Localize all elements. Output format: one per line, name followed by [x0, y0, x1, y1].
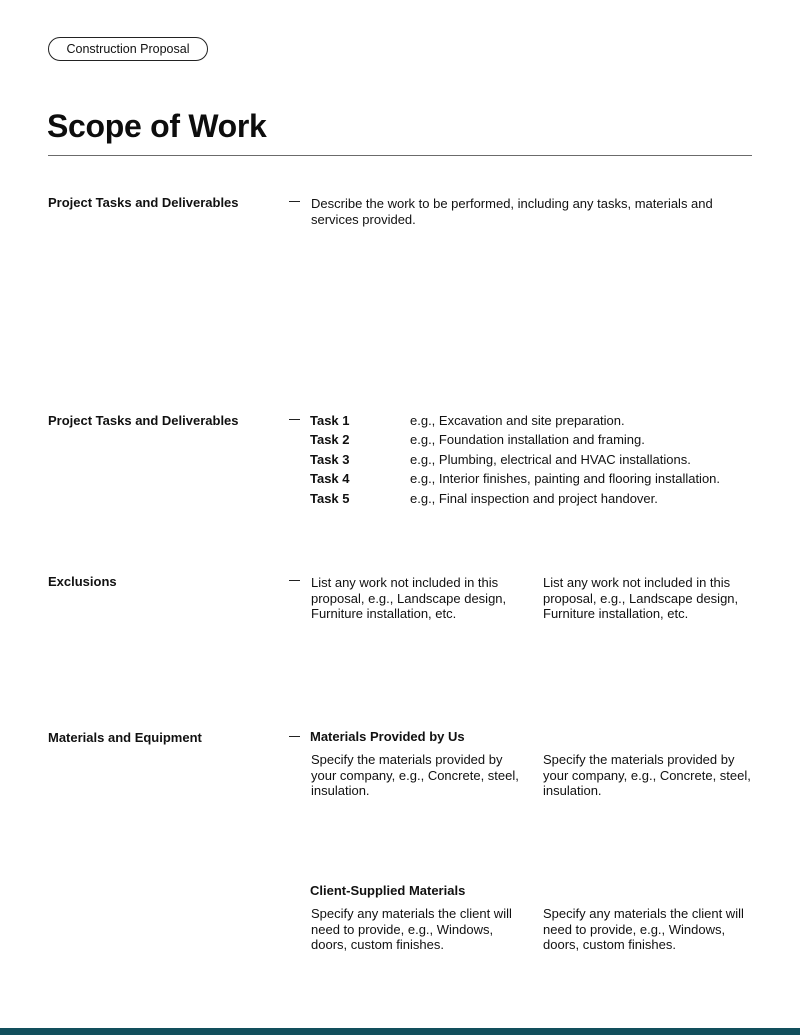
- task-name: Task 1: [310, 413, 350, 428]
- section-label-materials: Materials and Equipment: [48, 730, 202, 745]
- section-label-tasks: Project Tasks and Deliverables: [48, 413, 239, 428]
- task-description: e.g., Excavation and site preparation.: [410, 413, 625, 428]
- client-materials-heading: Client-Supplied Materials: [310, 883, 466, 898]
- section-dash: [289, 419, 300, 420]
- exclusions-text-col2: List any work not included in this proposal, e.g., Landscape design, Furniture installation, etc.: [543, 575, 739, 622]
- task-description: e.g., Interior finishes, painting and flooring installation.: [410, 471, 721, 486]
- client-materials-col1: Specify any materials the client will need to provide, e.g., Windows, doors, custom finishes.: [311, 906, 512, 953]
- section-dash: [289, 201, 300, 202]
- section-dash: [289, 580, 300, 581]
- task-name: Task 4: [310, 471, 350, 486]
- client-materials-col2: Specify any materials the client will need to provide, e.g., Windows, doors, custom finishes.: [543, 906, 744, 953]
- materials-provided-col2: Specify the materials provided by your company, e.g., Concrete, steel, insulation.: [543, 752, 751, 799]
- materials-provided-heading: Materials Provided by Us: [310, 729, 465, 744]
- exclusions-text-col1: List any work not included in this proposal, e.g., Landscape design, Furniture installation, etc.: [311, 575, 507, 622]
- section-label-exclusions: Exclusions: [48, 574, 117, 589]
- section-label-description: Project Tasks and Deliverables: [48, 195, 239, 210]
- title-divider: [48, 155, 752, 156]
- task-description: e.g., Foundation installation and framing.: [410, 432, 645, 447]
- task-name: Task 2: [310, 432, 350, 447]
- description-text: Describe the work to be performed, including any tasks, materials and services provided.: [311, 196, 713, 227]
- footer-accent-bar: [0, 1028, 800, 1035]
- task-name: Task 5: [310, 491, 350, 506]
- section-dash: [289, 736, 300, 737]
- materials-provided-col1: Specify the materials provided by your company, e.g., Concrete, steel, insulation.: [311, 752, 519, 799]
- task-description: e.g., Plumbing, electrical and HVAC installations.: [410, 452, 691, 467]
- task-name: Task 3: [310, 452, 350, 467]
- document-type-badge: Construction Proposal: [48, 37, 208, 61]
- task-description: e.g., Final inspection and project handover.: [410, 491, 658, 506]
- page-title: Scope of Work: [47, 108, 267, 144]
